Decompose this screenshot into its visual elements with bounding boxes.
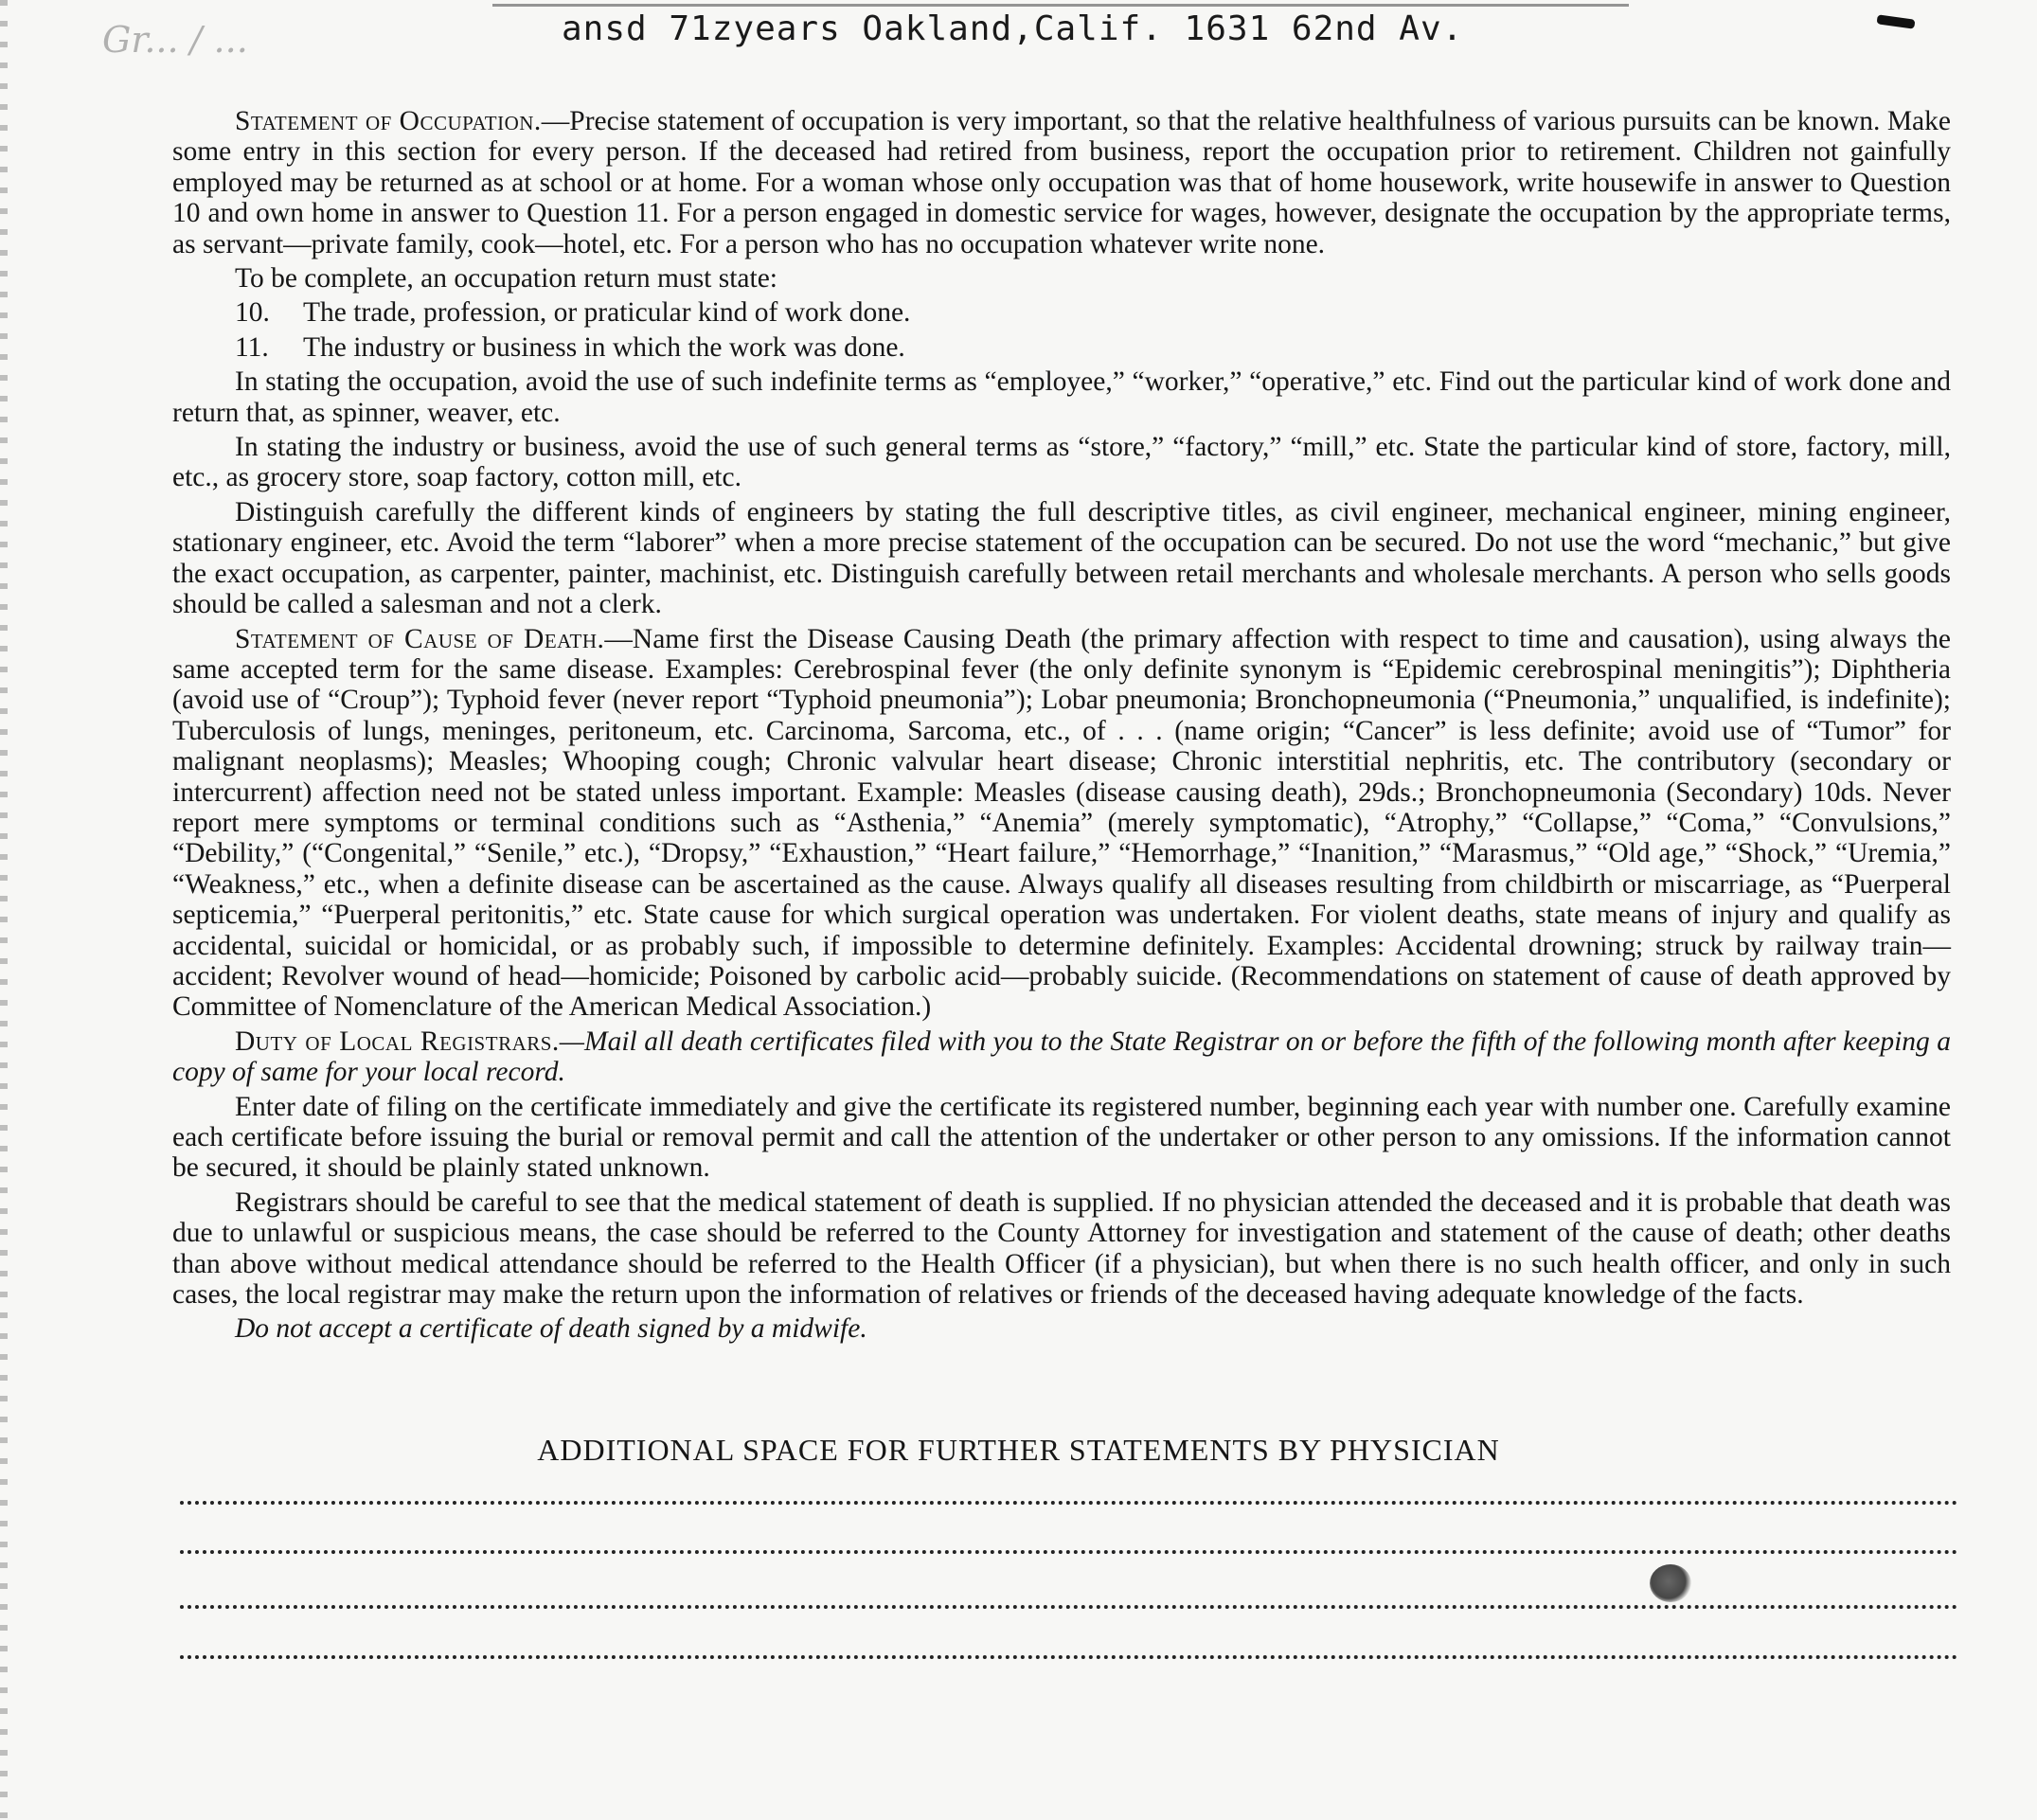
occupation-paragraph (172, 106, 1951, 259)
physician-statement-line-4[interactable] (180, 1655, 1958, 1659)
registrars-paragraph (172, 1026, 1951, 1088)
cause-text: —Name first the Disease Causing Death (the primary affection with respect to time and causation), using always the same accepted term for the same disease. Examples: Cerebrospinal fever (the only definite synonym is “Epidemic cerebrospinal meningitis”); Diphtheria (avoid use of “Croup”); Typhoid fever (never report “Typhoid pneumonia”); Lobar pneumonia; Bronchopneumonia (“Pneumonia,” unqualified, is indefinite); Tuberculosis of lungs, meninges, peritoneum, etc. Carcinoma, Sarcoma, etc., of . . . (name origin; “Cancer” is less definite; avoid use of “Tumor” for malignant neoplasms); Measles; Whooping cough; Chronic valvular heart disease; Chronic interstitial nephritis, etc. The contributory (secondary or intercurrent) affection need not be stated unless important. Example: Measles (disease causing death), 29ds.; Bronchopneumonia (Secondary) 10ds. Never report mere symptoms or terminal conditions such as “Asthenia,” “Anemia” (merely symptomatic), “Atrophy,” “Collapse,” “Coma,” “Convulsions,” “Debility,” (“Congenital,” “Senile,” etc.), “Dropsy,” “Exhaustion,” “Heart failure,” “Hemorrhage,” “Inanition,” “Marasmus,” “Old age,” “Shock,” “Uremia,” “Weakness,” etc., when a definite disease can be ascertained as the cause. Always qualify all diseases resulting from childbirth or miscarriage, as “Puerperal septicemia,” “Puerperal peritonitis,” etc. State cause for which surgical operation was undertaken. For violent deaths, state means of injury and qualify as accidental, suicidal or homicidal, or as probably such, if impossible to determine definitely. Examples: Accidental drowning; struck by railway train—accident; Revolver wound of head—homicide; Poisoned by carbolic acid—probably suicide. (Recommendations on statement of cause of death approved by Committee of Nomenclature of the American Medical Association.) (172, 623, 1951, 1023)
physician-statement-line-1[interactable] (180, 1501, 1958, 1505)
top-rule (492, 4, 1629, 7)
occupation-intro: —Precise statement of occupation is very important, so that the relative healthfulness of various pursuits can be known. Make some entry in this section for every person. If the deceased had retired from business, report the occupation prior to retirement. Children not gainfully employed may be returned as at school or at home. For a woman whose only occupation was that of home housework, write housewife in answer to Question 10 and own home in answer to Question 11. For a person engaged in domestic service for wages, however, designate the occupation by the appropriate terms, as servant—private family, cook—hotel, etc. For a person who has no occupation whatever write none. (172, 106, 1951, 259)
occupation-engineers-paragraph: Distinguish carefully the different kinds of engineers by stating the full descriptive titles, as civil engineer, mechanical engineer, mining engineer, stationary engineer, etc. Avoid the term “laborer” when a more precise statement of the occupation can be secured. Do not use the word “mechanic,” but give the exact occupation, as carpenter, painter, machinist, etc. Distinguish carefully between retail merchants and wholesale merchants. A person who sells goods should be called a salesman and not a clerk. (172, 496, 1951, 620)
additional-space-heading: ADDITIONAL SPACE FOR FURTHER STATEMENTS BY PHYSICIAN (537, 1433, 1500, 1467)
filing-paragraph: Enter date of filing on the certificate immediately and give the certificate its registered number, beginning each year with number one. Carefully examine each certificate before issuing the burial or removal permit and call the attention of the undertaker or other person to any omissions. If the information cannot be secured, it should be plainly stated unknown. (172, 1091, 1951, 1184)
page-edge-perforation (0, 0, 8, 1820)
registrars-text: —Mail all death certificates filed with you to the State Registrar on or before the fifth of the following month after keeping a copy of same for your local record. (172, 1026, 1951, 1088)
physician-statement-line-3[interactable] (180, 1605, 1958, 1609)
cause-paragraph (172, 624, 1951, 1023)
pencil-annotation: Gr... / ... (102, 19, 248, 61)
occupation-complete-line: To be complete, an occupation return must state: (235, 263, 778, 294)
typed-address-line: ansd 71zyears Oakland,Calif. 1631 62nd Av. (562, 9, 1464, 48)
list-item: 10. The trade, profession, or praticular kind of work done. (235, 297, 911, 329)
occupation-industry-paragraph: In stating the industry or business, avoid the use of such general terms as “store,” “factory,” “mill,” etc. State the particular kind of store, factory, mill, etc., as grocery store, soap factory, cotton mill, etc. (172, 432, 1951, 493)
occupation-terms-paragraph: In stating the occupation, avoid the use of such indefinite terms as “employee,” “worker,” “operative,” etc. Find out the particular kind of work done and return that, as spinner, weaver, etc. (172, 366, 1951, 428)
list-item: 11. The industry or business in which the work was done. (235, 331, 905, 363)
registrars-heading: Duty of Local Registrars. (235, 1026, 560, 1057)
ink-smudge (1650, 1564, 1691, 1602)
medical-statement-paragraph: Registrars should be careful to see that the medical statement of death is supplied. If no physician attended the deceased and it is probable that death was due to unlawful or suspicious means, the case should be referred to the County Attorney for investigation and statement of the cause of death; other deaths than above without medical attendance should be referred to the Health Officer (if a physician), but when there is no such health officer, and only in such cases, the local registrar may make the return upon the information of relatives or friends of the deceased having adequate knowledge of the facts. (172, 1187, 1951, 1311)
physician-statement-line-2[interactable] (180, 1550, 1958, 1554)
ink-mark (1876, 14, 1915, 28)
instructions-body (172, 106, 1951, 1348)
occupation-heading: Statement of Occupation. (235, 106, 542, 136)
midwife-paragraph: Do not accept a certificate of death signed by a midwife. (235, 1313, 867, 1345)
cause-heading: Statement of Cause of Death. (235, 623, 605, 654)
